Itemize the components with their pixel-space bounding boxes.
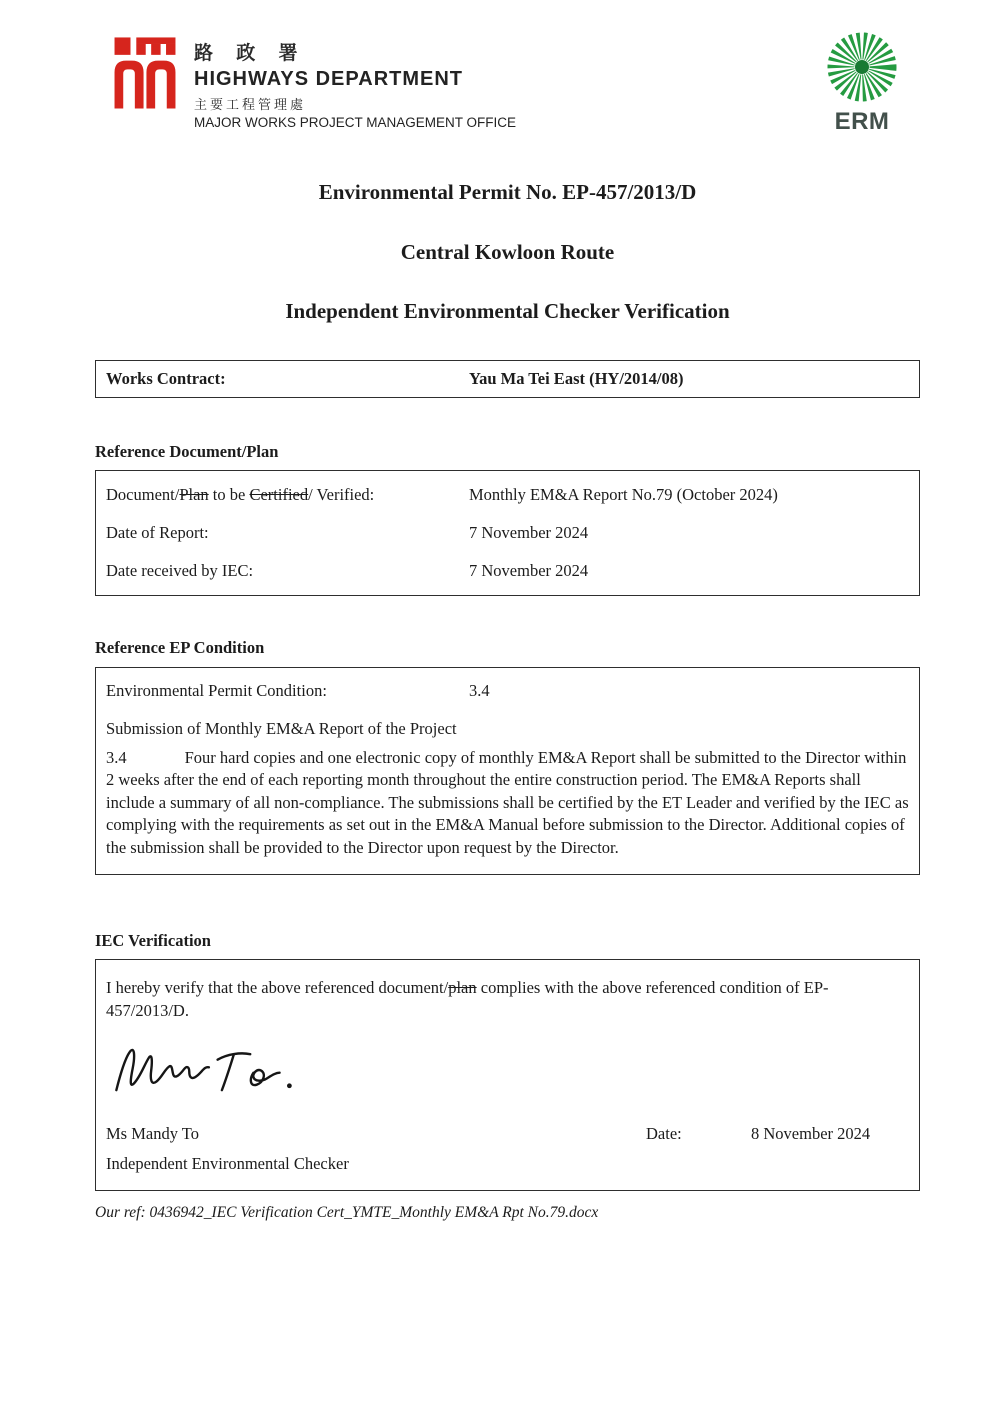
reference-ep-heading: Reference EP Condition [95,638,265,657]
clause-text: Four hard copies and one electronic copy of monthly EM&A Report shall be submitted to the Director within 2 weeks after the end of each reporting month throughout the entire construction period. The EM&A Reports shall include a summary of all non-compliance. The submissions shall be certified by the ET Leader and verified by the IEC as complying with the requirements as set out in the EM&A Manual before submission to the Director. Additional copies of the submission shall be provided to the Director upon request by the Director. [106,748,909,857]
signature-image [112,1038,909,1108]
ep-condition-label: Environmental Permit Condition: [106,681,327,700]
dept-name-english: HIGHWAYS DEPARTMENT [194,68,464,90]
title-permit-number: Environmental Permit No. EP-457/2013/D [318,180,697,204]
reference-document-heading: Reference Document/Plan [95,442,279,461]
date-of-report-value: 7 November 2024 [469,523,589,542]
document-verified-value: Monthly EM&A Report No.79 (October 2024) [469,485,778,504]
reference-ep-box [95,667,920,875]
erm-wordmark: ERM [834,108,890,135]
department-titles [194,36,516,130]
signatory-name: Ms Mandy To [106,1124,199,1144]
date-received-label: Date received by IEC: [106,561,254,580]
dept-name-chinese: 路 政 署 [194,43,307,64]
date-received-row [106,552,909,590]
title-project-name: Central Kowloon Route [400,240,615,264]
erm-logo-block [827,32,897,136]
page-header [0,0,993,136]
works-contract-row [106,369,909,389]
works-contract-box [95,360,920,398]
iec-verification-heading: IEC Verification [95,931,211,951]
date-of-report-label: Date of Report: [106,523,209,542]
erm-starburst-icon [827,32,897,107]
struck-word-certified: Certified [249,485,309,504]
struck-word-plan: Plan [179,485,209,504]
document-body [95,180,920,1222]
our-ref-line: Our ref: 0436942_IEC Verification Cert_YMTE_Monthly EM&A Rpt No.79.docx [95,1204,599,1222]
ep-condition-value: 3.4 [469,681,490,700]
date-received-value: 7 November 2024 [469,561,589,580]
reference-document-box [95,470,920,596]
ep-condition-row [106,679,909,703]
ep-condition-subject: Submission of Monthly EM&A Report of the Project [106,719,457,738]
date-value: 8 November 2024 [751,1124,871,1144]
highways-department-logo-icon [110,36,180,115]
works-contract-label: Works Contract: [106,369,226,388]
clause-number: 3.4 [106,748,127,767]
date-label: Date: [646,1124,682,1144]
highways-department-block [110,36,516,130]
document-verified-row [106,476,909,514]
iec-verification-box [95,959,920,1191]
office-name-chinese: 主要工程管理處 [194,97,307,112]
ep-condition-clause [106,747,909,859]
document-verified-label: Document/Plan to be Certified/ Verified: [106,485,375,504]
signatory-row [106,1124,909,1144]
works-contract-value: Yau Ma Tei East (HY/2014/08) [469,369,684,388]
date-of-report-row [106,514,909,552]
office-name-english: MAJOR WORKS PROJECT MANAGEMENT OFFICE [194,115,517,130]
title-document-type: Independent Environmental Checker Verification [285,299,730,323]
struck-word-plan-statement: plan [448,978,477,998]
verification-statement: I hereby verify that the above referenced document/plan complies with the above referenced condition of EP-457/2013/D. [106,978,829,1021]
signatory-title: Independent Environmental Checker [106,1154,349,1174]
